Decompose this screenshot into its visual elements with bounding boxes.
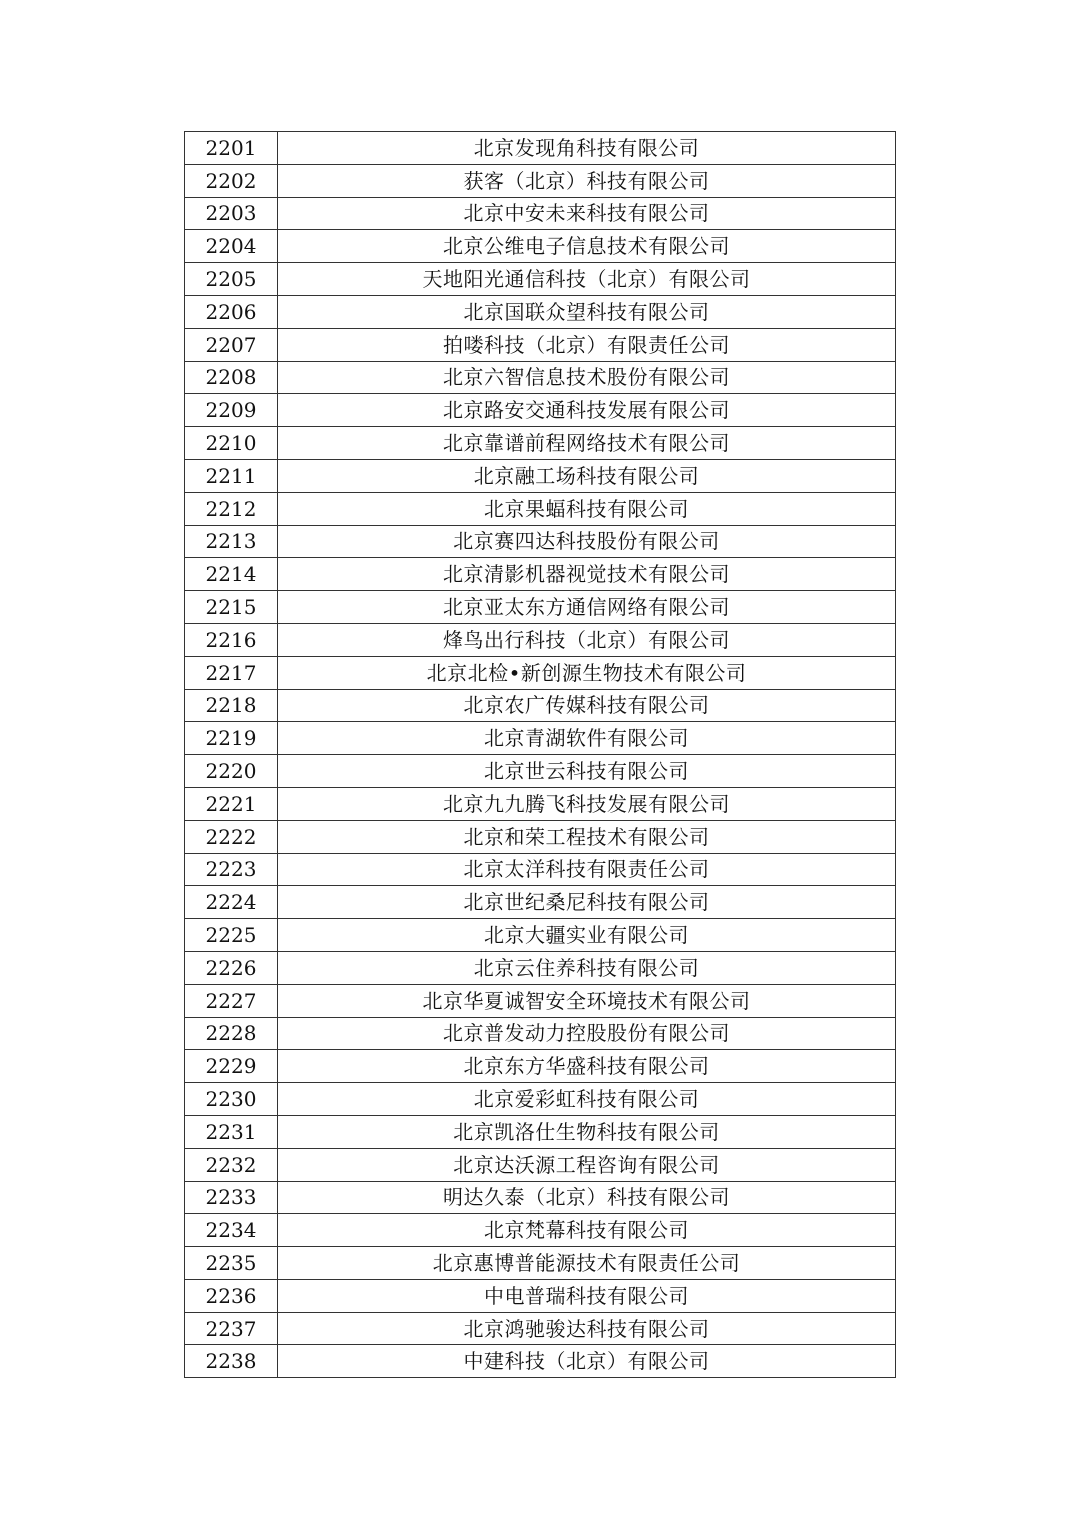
company-name: 明达久泰（北京）科技有限公司 bbox=[278, 1181, 896, 1214]
row-number: 2214 bbox=[185, 558, 278, 591]
row-number: 2212 bbox=[185, 492, 278, 525]
table-row bbox=[185, 558, 896, 591]
row-number: 2209 bbox=[185, 394, 278, 427]
row-number: 2226 bbox=[185, 951, 278, 984]
company-name: 北京凯洛仕生物科技有限公司 bbox=[278, 1115, 896, 1148]
company-name: 北京太洋科技有限责任公司 bbox=[278, 853, 896, 886]
table-row bbox=[185, 722, 896, 755]
table-row bbox=[185, 263, 896, 296]
company-name: 北京国联众望科技有限公司 bbox=[278, 295, 896, 328]
row-number: 2230 bbox=[185, 1083, 278, 1116]
row-number: 2210 bbox=[185, 427, 278, 460]
company-name: 北京普发动力控股股份有限公司 bbox=[278, 1017, 896, 1050]
table-row bbox=[185, 1017, 896, 1050]
company-name: 北京达沃源工程咨询有限公司 bbox=[278, 1148, 896, 1181]
table-row bbox=[185, 623, 896, 656]
table-row bbox=[185, 1345, 896, 1378]
table-row bbox=[185, 689, 896, 722]
table-row bbox=[185, 492, 896, 525]
row-number: 2224 bbox=[185, 886, 278, 919]
table-row bbox=[185, 459, 896, 492]
table-row bbox=[185, 230, 896, 263]
company-name: 中电普瑞科技有限公司 bbox=[278, 1279, 896, 1312]
table-row bbox=[185, 427, 896, 460]
company-name: 北京华夏诚智安全环境技术有限公司 bbox=[278, 984, 896, 1017]
row-number: 2220 bbox=[185, 755, 278, 788]
company-name: 北京青湖软件有限公司 bbox=[278, 722, 896, 755]
table-row bbox=[185, 591, 896, 624]
company-name: 北京和荣工程技术有限公司 bbox=[278, 820, 896, 853]
company-name: 北京公维电子信息技术有限公司 bbox=[278, 230, 896, 263]
table-row bbox=[185, 984, 896, 1017]
row-number: 2221 bbox=[185, 787, 278, 820]
table-row bbox=[185, 951, 896, 984]
company-name: 北京大疆实业有限公司 bbox=[278, 919, 896, 952]
table-row bbox=[185, 295, 896, 328]
row-number: 2207 bbox=[185, 328, 278, 361]
row-number: 2238 bbox=[185, 1345, 278, 1378]
company-name: 北京路安交通科技发展有限公司 bbox=[278, 394, 896, 427]
table-row bbox=[185, 853, 896, 886]
row-number: 2211 bbox=[185, 459, 278, 492]
table-row bbox=[185, 525, 896, 558]
company-name: 北京农广传媒科技有限公司 bbox=[278, 689, 896, 722]
table-row bbox=[185, 1115, 896, 1148]
company-name: 拍喽科技（北京）有限责任公司 bbox=[278, 328, 896, 361]
table-row bbox=[185, 1279, 896, 1312]
table-row bbox=[185, 919, 896, 952]
company-name: 北京九九腾飞科技发展有限公司 bbox=[278, 787, 896, 820]
table-row bbox=[185, 361, 896, 394]
table-row bbox=[185, 164, 896, 197]
table-row bbox=[185, 132, 896, 165]
table-row bbox=[185, 197, 896, 230]
row-number: 2232 bbox=[185, 1148, 278, 1181]
row-number: 2201 bbox=[185, 132, 278, 165]
company-name: 天地阳光通信科技（北京）有限公司 bbox=[278, 263, 896, 296]
row-number: 2217 bbox=[185, 656, 278, 689]
table-row bbox=[185, 1083, 896, 1116]
row-number: 2228 bbox=[185, 1017, 278, 1050]
row-number: 2203 bbox=[185, 197, 278, 230]
company-list-table bbox=[184, 131, 896, 1378]
company-name: 北京爱彩虹科技有限公司 bbox=[278, 1083, 896, 1116]
row-number: 2216 bbox=[185, 623, 278, 656]
row-number: 2219 bbox=[185, 722, 278, 755]
row-number: 2206 bbox=[185, 295, 278, 328]
table-row bbox=[185, 394, 896, 427]
row-number: 2223 bbox=[185, 853, 278, 886]
company-name: 北京北检•新创源生物技术有限公司 bbox=[278, 656, 896, 689]
table-row bbox=[185, 787, 896, 820]
company-name: 北京亚太东方通信网络有限公司 bbox=[278, 591, 896, 624]
company-name: 北京鸿驰骏达科技有限公司 bbox=[278, 1312, 896, 1345]
row-number: 2208 bbox=[185, 361, 278, 394]
company-name: 北京靠谱前程网络技术有限公司 bbox=[278, 427, 896, 460]
table-row bbox=[185, 1214, 896, 1247]
company-name: 北京世云科技有限公司 bbox=[278, 755, 896, 788]
table-body bbox=[185, 132, 896, 1378]
row-number: 2233 bbox=[185, 1181, 278, 1214]
company-name: 北京东方华盛科技有限公司 bbox=[278, 1050, 896, 1083]
company-name: 北京清影机器视觉技术有限公司 bbox=[278, 558, 896, 591]
company-name: 北京惠博普能源技术有限责任公司 bbox=[278, 1247, 896, 1280]
table-row bbox=[185, 328, 896, 361]
table-row bbox=[185, 1181, 896, 1214]
company-name: 北京梵幕科技有限公司 bbox=[278, 1214, 896, 1247]
row-number: 2229 bbox=[185, 1050, 278, 1083]
company-name: 获客（北京）科技有限公司 bbox=[278, 164, 896, 197]
table-row bbox=[185, 820, 896, 853]
row-number: 2231 bbox=[185, 1115, 278, 1148]
row-number: 2225 bbox=[185, 919, 278, 952]
table-row bbox=[185, 1050, 896, 1083]
company-name: 中建科技（北京）有限公司 bbox=[278, 1345, 896, 1378]
table-row bbox=[185, 886, 896, 919]
row-number: 2237 bbox=[185, 1312, 278, 1345]
row-number: 2235 bbox=[185, 1247, 278, 1280]
company-name: 北京赛四达科技股份有限公司 bbox=[278, 525, 896, 558]
company-name: 北京世纪桑尼科技有限公司 bbox=[278, 886, 896, 919]
company-name: 北京果蝠科技有限公司 bbox=[278, 492, 896, 525]
row-number: 2215 bbox=[185, 591, 278, 624]
company-name: 北京云住养科技有限公司 bbox=[278, 951, 896, 984]
company-name: 北京中安未来科技有限公司 bbox=[278, 197, 896, 230]
row-number: 2227 bbox=[185, 984, 278, 1017]
row-number: 2202 bbox=[185, 164, 278, 197]
table-row bbox=[185, 656, 896, 689]
company-name: 北京融工场科技有限公司 bbox=[278, 459, 896, 492]
row-number: 2234 bbox=[185, 1214, 278, 1247]
row-number: 2213 bbox=[185, 525, 278, 558]
table-row bbox=[185, 1148, 896, 1181]
company-name: 北京六智信息技术股份有限公司 bbox=[278, 361, 896, 394]
row-number: 2222 bbox=[185, 820, 278, 853]
company-name: 烽鸟出行科技（北京）有限公司 bbox=[278, 623, 896, 656]
table-row bbox=[185, 1247, 896, 1280]
table-row bbox=[185, 755, 896, 788]
row-number: 2204 bbox=[185, 230, 278, 263]
row-number: 2236 bbox=[185, 1279, 278, 1312]
table-row bbox=[185, 1312, 896, 1345]
row-number: 2218 bbox=[185, 689, 278, 722]
row-number: 2205 bbox=[185, 263, 278, 296]
company-name: 北京发现角科技有限公司 bbox=[278, 132, 896, 165]
